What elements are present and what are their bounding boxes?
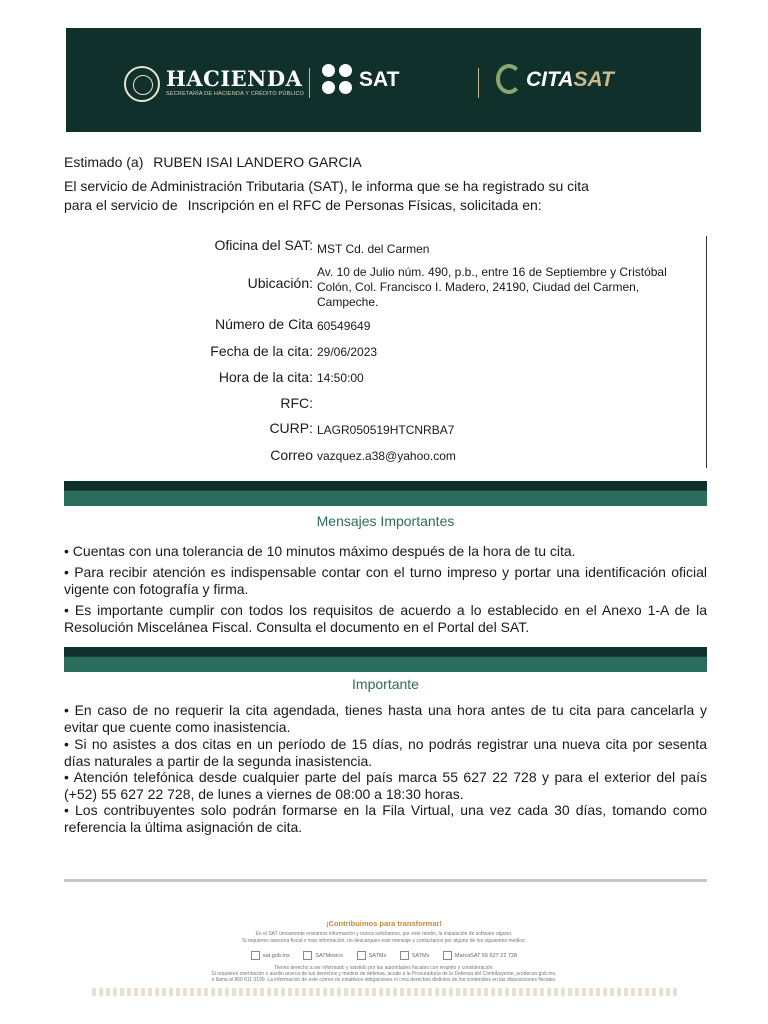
twitter-link[interactable]: SATMx xyxy=(357,953,387,959)
intro-line-1: El servicio de Administración Tributaria (SAT), le informa que se ha registrado su cita xyxy=(64,178,589,194)
footer-notice-2: Si requieres asesoría fiscal o más información, no descargues este mensaje y contáctanos por alguno de los siguientes medios: xyxy=(242,938,526,944)
logo-divider xyxy=(309,68,310,98)
footer-rights-2: Si requieres orientación o auxilio acerca de tus derechos y medios de defensa, acude a la Procuraduría de la Defensa del Contribuyente, prodecon.gob.mx, xyxy=(211,971,557,977)
message-item: • Para recibir atención es indispensable contar con el turno impreso y portar una identificación oficial vigente con fotografía y firma. xyxy=(64,564,707,597)
location-line-2: Colón, Col. Francisco I. Madero, 24190, Ciudad del Carmen, xyxy=(317,280,640,294)
section-bar xyxy=(64,481,707,506)
facebook-link[interactable]: SATMexico xyxy=(303,953,343,959)
sat-logo-text: SAT xyxy=(359,68,400,91)
decorative-pattern xyxy=(92,988,680,996)
citasat-logo-icon xyxy=(496,64,522,94)
message-item: • Es importante cumplir con todos los requisitos de acuerdo a lo establecido en el Anexo 1-A de la Resolución Miscelánea Fiscal. Consulta el documento en el Portal del SAT. xyxy=(64,602,707,635)
email-value: vazquez.a38@yahoo.com xyxy=(317,449,456,463)
footer-divider xyxy=(64,879,707,882)
location-value xyxy=(317,265,667,310)
location-line-3: Campeche. xyxy=(317,295,379,309)
logo-divider xyxy=(478,68,479,98)
date-value: 29/06/2023 xyxy=(317,345,378,359)
curp-value: LAGR050519HTCNRBA7 xyxy=(317,423,455,437)
globe-icon xyxy=(251,951,260,960)
footer-rights-3: o llama al 800 611 0190. La información de este correo no establece obligaciones ni crea derechos distintos de los contenidos en las disposiciones fiscales. xyxy=(211,977,557,983)
footer-slogan: ¡Contribuimos para transformar! xyxy=(326,919,442,928)
office-value: MST Cd. del Carmen xyxy=(317,242,430,256)
intro-service-prefix: para el servicio de xyxy=(64,197,178,213)
phone-link[interactable]: MarcaSAT 55 627 22 728 xyxy=(443,953,517,959)
greeting-prefix: Estimado (a) xyxy=(64,154,144,170)
greeting xyxy=(64,154,362,170)
hacienda-logo-text: HACIENDA xyxy=(166,66,303,91)
hacienda-subtitle: SECRETARÍA DE HACIENDA Y CRÉDITO PÚBLICO xyxy=(166,91,305,97)
header-banner xyxy=(66,28,701,132)
citasat-logo-text: CITASAT xyxy=(526,68,614,91)
service-name: Inscripción en el RFC de Personas Físicas, solicitada en: xyxy=(187,197,542,213)
time-value: 14:50:00 xyxy=(317,371,364,385)
recipient-name: RUBEN ISAI LANDERO GARCIA xyxy=(153,154,362,170)
email-label: Correo xyxy=(270,447,313,463)
important-item: • Los contribuyentes solo podrán formarse en la Fila Virtual, una vez cada 30 días, tomando como referencia la última asignación de cita. xyxy=(64,802,707,835)
sat-logo-icon xyxy=(322,64,354,96)
important-title: Importante xyxy=(352,676,419,692)
youtube-link[interactable]: SATMx xyxy=(400,953,430,959)
curp-label: CURP: xyxy=(269,420,313,436)
important-messages-title: Mensajes Importantes xyxy=(316,513,455,529)
message-item: • Cuentas con una tolerancia de 10 minutos máximo después de la hora de tu cita. xyxy=(64,543,576,559)
social-links xyxy=(0,951,768,960)
important-item: • En caso de no requerir la cita agendada, tienes hasta una hora antes de tu cita para cancelarla y evitar que cuente como inasistencia. xyxy=(64,702,707,735)
intro-line-2 xyxy=(64,197,542,213)
date-label: Fecha de la cita: xyxy=(210,343,313,359)
location-line-1: Av. 10 de Julio núm. 490, p.b., entre 16 de Septiembre y Cristóbal xyxy=(317,265,667,279)
footer-rights-1: Tienes derecho a ser informado y asistido por las autoridades fiscales con respeto y consideración. xyxy=(274,965,494,971)
youtube-icon xyxy=(400,951,409,960)
office-label: Oficina del SAT: xyxy=(214,237,313,253)
time-label: Hora de la cita: xyxy=(218,369,313,385)
details-border xyxy=(706,236,707,468)
appointment-number-value: 60549649 xyxy=(317,319,371,333)
hacienda-seal-icon xyxy=(124,66,160,102)
important-item: • Si no asistes a dos citas en un período de 15 días, no podrás registrar una nueva cita por sesenta días naturales a partir de la segunda inasistencia. xyxy=(64,736,707,769)
important-item: • Atención telefónica desde cualquier parte del país marca 55 627 22 728 y para el exterior del país (+52) 55 627 22 728, de lunes a viernes de 08:00 a 18:30 horas. xyxy=(64,769,707,802)
phone-icon xyxy=(443,951,452,960)
facebook-icon xyxy=(303,951,312,960)
website-link[interactable]: sat.gob.mx xyxy=(251,953,290,959)
section-bar xyxy=(64,647,707,672)
footer-notice-1: En el SAT únicamente enviamos información y nunca solicitamos, por este medio, la instalación de software alguno. xyxy=(255,931,513,937)
location-label: Ubicación: xyxy=(247,275,313,291)
twitter-icon xyxy=(357,951,366,960)
rfc-label: RFC: xyxy=(280,395,313,411)
appointment-number-label: Número de Cita xyxy=(214,316,313,332)
